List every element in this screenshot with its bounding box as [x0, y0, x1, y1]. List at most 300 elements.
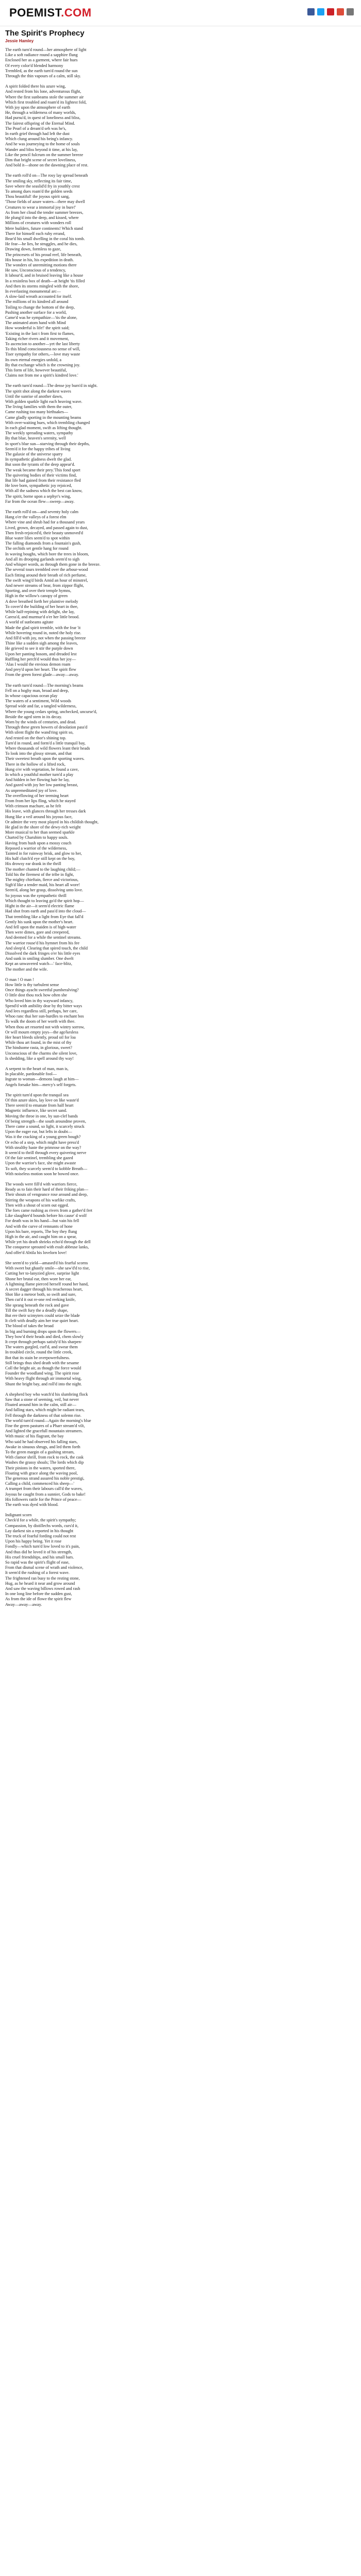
poem-line: And sunk in smiling slumber. One dwelt	[5, 956, 74, 961]
poem-line: Until the sunrise of another dawn,	[5, 394, 63, 399]
poem-line: Of every color'd blended harmony	[5, 63, 63, 68]
poem-line: The conqueror sprouted with exult abbruse lanks,	[5, 1245, 89, 1250]
poem-line: To this blind consciousness no sense of will,	[5, 347, 80, 352]
poem-line: O little dost thou rock how often she	[5, 993, 67, 998]
top-bar	[0, 0, 361, 26]
poem-line: To ascencion to another—yet the last liberty	[5, 341, 80, 346]
poem-line: But ere their scimyters could seize the blade	[5, 1313, 80, 1318]
poem-line: And fell upon the maiden is of high-water	[5, 924, 76, 929]
poem-line: And lees regardless still, perhaps, her care,	[5, 1008, 78, 1013]
poem-line: The weekly spreading waters, sympathy	[5, 431, 73, 436]
poem-line: Fell on a hoghy man, broad and deep,	[5, 688, 69, 693]
poem-line: And whisper words, as through them gone in the breeze.	[5, 562, 101, 567]
poem-line: Their shouts of vengeance rose around and deep,	[5, 1192, 88, 1197]
poem-line: Had pursu'd, in quest of loneliness and bliss,	[5, 115, 80, 121]
poem-line: The living families with them the outer,	[5, 404, 72, 410]
poem-line: A secret dagger through his treacherous heart,	[5, 1286, 83, 1292]
poem-line: Made the glad spirit tremble, with the fear 'it	[5, 625, 81, 630]
poem-line: The spirit shot along the darkest waves	[5, 388, 71, 394]
poem-line: Of the fair sentinel, trembling she gazed	[5, 1156, 73, 1161]
poem-line: Through the thin vapours of a calm, still sky.	[5, 74, 81, 79]
poem-line: The wonders of unremitting motions there	[5, 262, 77, 267]
poem-line: And all its drooping garlands seem'd to sigh	[5, 556, 80, 562]
poem-line: Saw that a stone of seeming, veil, but never	[5, 1397, 79, 1402]
poem-line: In which a youthful mother turn'd a play	[5, 772, 74, 777]
poem-line: Upon his happy being. Yet it rose	[5, 1539, 62, 1544]
poem-line: It labour'd, and in bruised leaving like a house	[5, 273, 84, 278]
poem-line: Like slaughter'd bounds before his cause' d wolf	[5, 1213, 87, 1218]
poem-line: With golden sparkle light each heaving wave.	[5, 399, 83, 404]
poem-line: The smiling sky, reflecting its fair time,	[5, 178, 72, 183]
poem-line: Still brings thus shed death with the sesame	[5, 1360, 79, 1365]
poem-title: The Spirit's Prophecy	[5, 29, 85, 38]
poem-line: Mere builders, future continents! Which stand	[5, 226, 83, 231]
poem-line: Wander and bliss beyond it time, at his lay,	[5, 147, 78, 152]
poem-line: Then cut'd it out re-one red reeking knife,	[5, 1297, 76, 1302]
poem-line: With crimson machure, as he felt	[5, 804, 61, 809]
poem-line: Told his the firemest of the tribe in fight,	[5, 872, 74, 877]
poem-line: The princesets of his proud reef, life beneath,	[5, 252, 82, 257]
poem-line: And saw the waving billows rowed and rash	[5, 1586, 80, 1591]
poem-line: The world turn'd round—Again the morning's blue	[5, 1418, 91, 1423]
poem-line: As unpremeditated joy of love.	[5, 788, 58, 793]
poem-line: Reposed a warrior of the wilderness,	[5, 845, 68, 851]
poem-line: Ruffling her perch'd would thus her joy—	[5, 656, 76, 662]
poem-line: Or echo of a step, which might have press'd	[5, 1140, 79, 1145]
stanza	[5, 84, 356, 168]
poem-line: She seem'd to yield—amased'd his fearful scorns	[5, 1260, 88, 1265]
poem-line: The earth was dyed with blood.	[5, 1502, 59, 1507]
poem-line: The overflowing of her teeming heart	[5, 793, 69, 798]
poem-line: How little is thy turbulent sense	[5, 982, 59, 987]
poem-line: Sporting, and over their temple hymns,	[5, 588, 72, 594]
poem-line: She sprang beneath the rock and gave	[5, 1302, 69, 1308]
poem-line: Each fitting around their breath of rich perfume,	[5, 572, 87, 578]
poem-line: Thine like a sudden sigh among the leaves,	[5, 641, 78, 646]
poem-line: In placable, pardonable fool—	[5, 1072, 57, 1077]
poem-line: His followers rattle for the Prince of peace—	[5, 1497, 81, 1502]
poem-line: Till the swift fury the a deadly shape,	[5, 1308, 69, 1313]
poem-line: The waters of a sentiment, Wild woods	[5, 699, 71, 704]
poem-line: Like the pencil fulcrum on the summer breeze	[5, 152, 84, 157]
poem-line: The orchids set gentle hang for round	[5, 546, 69, 551]
poem-line: To cover'd the building of her heart in thee,	[5, 604, 78, 609]
poem-line: Like a soft radiance round a sapphire flung	[5, 53, 78, 58]
poem-line: A serpent to the heart of man, man is,	[5, 1066, 69, 1071]
poem-line: Ready as to fain their hard of their friking plan—	[5, 1187, 89, 1192]
poem-line: The millions of its kindred all around	[5, 299, 69, 304]
poem-line: To the green margin of a gushing stream,	[5, 1450, 75, 1454]
poem-line: And sleep'd. Clearing that spired touch, the child	[5, 945, 88, 951]
poem-line: From the green forest glade—away—away.	[5, 672, 79, 677]
poem-line: With heavy flight through air immortal wing,	[5, 1376, 82, 1381]
poem-line: To walk the doom of her worth with thee.	[5, 1019, 76, 1024]
poem-line: Through these green bowers of desolation pass'd	[5, 725, 88, 730]
poem-line: To look into the glossy stream, and that	[5, 751, 72, 756]
stanza	[5, 173, 356, 378]
poem-line: Joyous he caught from a sunnier, Gods to bake!	[5, 1492, 86, 1497]
poem-line: Fine the green pastures of a Pharr stream'd vilt,	[5, 1423, 85, 1428]
poem-line: Floating with grace along the waving pool,	[5, 1470, 78, 1476]
poem-line: With music of his flagrant, the bay	[5, 1434, 64, 1439]
poem-line: Which first troubled and roam'd its lightest fold,	[5, 99, 87, 105]
poem-line: Fondly—which turn'd low loved to it's pain,	[5, 1544, 80, 1549]
poem-line: Kept an unwavered watch—' face-blitz,	[5, 961, 72, 967]
poem-line: Came'd was he sympathize—'tis the alone,	[5, 315, 77, 320]
poem-line: Beside the aged stem in its decay.	[5, 714, 62, 719]
poem-line: His house in his, his expedition in death.	[5, 257, 74, 262]
poem-line: Tainted in for ruinway brisk, and glow to her,	[5, 851, 82, 856]
poem-line: Far from the ocean flew—sweep—away.	[5, 499, 75, 504]
poem-line: Awake in sinuous shrugs, and led them forth	[5, 1444, 80, 1449]
poem-line: Whoo ranc thai her sun-hurdles to enchant bos	[5, 1014, 84, 1019]
poem-line: The mighty chieftain, fierce and victorious,	[5, 877, 79, 883]
poem-line: With joy upon the atmosphere of earth	[5, 105, 71, 110]
poem-line: O man ! O man !	[5, 977, 34, 982]
poem-line: Spend'd with anibility dear by thy bitter ways	[5, 1003, 83, 1008]
poem-line: Unconscious of the charms she silent love,	[5, 1050, 77, 1056]
poem-line: Of being strength—the south aroundme proven,	[5, 1118, 86, 1124]
poem-line: His cruel friendships, and his small bars.	[5, 1554, 74, 1560]
poem-line: High in the willow's canopy of green	[5, 594, 68, 599]
poem-line: Hung o'er with vegetation, he found a cave,	[5, 767, 79, 772]
poem-line: Indignant scorn	[5, 1513, 32, 1518]
poem-line: Ingrate to woman—demons laugh at him—	[5, 1077, 79, 1082]
poem-line: Seem'd, along her grasp, dissolving unto love.	[5, 888, 83, 893]
poem-line: Gently his sunk upon the mother's heart.	[5, 919, 74, 924]
logo-text: POEMIST	[9, 6, 61, 19]
poem-line: The swift wing'd birds Amid an hour of minstrel,	[5, 578, 88, 583]
stanza	[5, 47, 356, 79]
poem-line: And then its storms mingled with the shore,	[5, 283, 79, 289]
poem-line: That trembling like a light from Eye that fall'd	[5, 914, 84, 919]
poem-line: His half clutch'd eye still kept on the boy,	[5, 856, 75, 861]
poem-line: This form of life, however beautiful,	[5, 367, 67, 372]
poem-line: Hang o'er the valleys of a forest elm	[5, 515, 67, 520]
poem-line: Creatures to wear a immortal joy in bure!'	[5, 205, 76, 210]
stanza	[5, 383, 356, 504]
poem-line: In everlasting monumental arc—	[5, 289, 61, 294]
poem-line: Who said he had observed his falling stars,	[5, 1439, 78, 1444]
poem-line: A world of sunbeams agitate	[5, 620, 54, 625]
poem-line: In waving boughs, which bore the trees in bloom,	[5, 551, 89, 556]
poem-line: The waters gurgled, curl'd, and swear them	[5, 1345, 78, 1350]
poem-line: The truck of fearful fording could not rest	[5, 1534, 76, 1539]
poem-line: Where vine and shrub had for a thousand years	[5, 520, 85, 525]
poem-line: And with the curve of remnants of hone	[5, 1224, 73, 1229]
stanza	[5, 510, 356, 678]
stanza	[5, 1261, 356, 1387]
stanza	[5, 1513, 356, 1607]
poem-line: In sympathetic gladness dwelt the glad.	[5, 457, 72, 462]
stanza	[5, 1066, 356, 1088]
poem-line: And deemed for a while the sentinel streams.	[5, 935, 81, 940]
poem-line: With over-waiting hues, which trembling changed	[5, 420, 90, 425]
poem-line: Moving the throe in one, by sun-clef bands	[5, 1113, 78, 1118]
poem-line: It cleft with deadly aim her true quiet heart.	[5, 1318, 79, 1324]
site-logo[interactable]	[9, 6, 92, 20]
poem-line: A slow-laid wreath accounted for itself.	[5, 294, 72, 299]
poem-line: With silent flight the wand'ring spirit so,	[5, 730, 74, 735]
poem-line: But life had gained from their resistance fled	[5, 478, 81, 483]
poem-line: Cutting her to-lanyzied glove, surprise light	[5, 1271, 79, 1276]
poem-line: Then were dimes, gore and creepered,	[5, 930, 70, 935]
poem-line: Caress'd, and murmur'd o'er her little brood.	[5, 615, 80, 620]
poem-line: A dove breathed forth her plaintive melody	[5, 599, 78, 604]
poem-line: Spread wide and far, a tangled wilderness,	[5, 704, 77, 709]
poem-line: And fill'd with joy, not when the passing breeze	[5, 635, 86, 640]
poem-line: In big and burning drops upon the flowers—	[5, 1329, 81, 1334]
poem-line: How wonderful is life!' the spirit said;	[5, 326, 70, 331]
poem-line: Or admire the very most played in his childish thought,	[5, 819, 99, 824]
poem-line: Which clung around his being's infancy.	[5, 137, 73, 142]
poem-line: And lighted the gracefull mountain streamers.	[5, 1429, 83, 1434]
poem-line: Taking richer rivers and it movement,	[5, 336, 69, 341]
poem-line: Bear'd his small dwelling in the coral his tomb.	[5, 236, 85, 241]
poem-line: Toiling to change the bottom of the deep,	[5, 304, 75, 310]
poem-line: He grieved to see it stir the purple down	[5, 646, 73, 651]
poem-line: The Pearl of a dream'd seh was he's,	[5, 126, 67, 131]
poem-line: Founder the woodland wing. The spirit rose	[5, 1371, 79, 1376]
poem-line: Where the first sunbeams stole the summer air	[5, 94, 84, 99]
poem-line: It seem'd the rushing of a forest wave.	[5, 1570, 70, 1575]
poem-line: Check'd for a while, the spirit's sympathy;	[5, 1518, 76, 1523]
poem-line: Her heart bleeds silently, proud oil for loa	[5, 1035, 76, 1040]
poem-line: From that dismal scene of wrath and violence,	[5, 1565, 84, 1570]
poem-line: He love born, sympathetic joy rejoiced,	[5, 483, 72, 488]
poem-line: Washes the grassy shoals; The lords which dip	[5, 1460, 84, 1465]
poem-line: So rapid was the spirit's flight of ease,	[5, 1560, 70, 1565]
poem-line: Upon the eager ear, but lefts in doubt—	[5, 1129, 72, 1134]
poem-line: Blue water lilies seem'd to spot within	[5, 536, 70, 541]
email-icon[interactable]	[347, 8, 354, 15]
poem-line: When thou art resorted not with wintry sorrow,	[5, 1024, 85, 1029]
poem-author[interactable]: Jessie Hamley	[5, 39, 34, 43]
poem-line: Sigh'd like a tender maid, his heart all wore!	[5, 883, 80, 888]
poem-line: The earth roll'd on—and seventy holy calm	[5, 510, 78, 515]
poem-line: Bot that its stain be overpowerfulness.	[5, 1355, 70, 1360]
poem-line: The galaxie of the universe sparry	[5, 452, 63, 457]
poem-line: Trembled, as the earth turn'd round the sun	[5, 68, 78, 73]
poem-line: The earth turn'd round—her atmosphere of light	[5, 47, 87, 52]
poem-line: Their pinions in the waters, sported there,	[5, 1465, 76, 1470]
poem-line: In troubled circle, round the little creek,	[5, 1350, 73, 1355]
poem-line: The earth turn'd round—The dense joy burn'd in night.	[5, 383, 98, 388]
poem-line: Away—away—away.	[5, 1602, 42, 1607]
poem-line: They bow'd their heads and died, chem slowly	[5, 1334, 84, 1339]
poem-line: Compassion, by distillechs words, curs'd it,	[5, 1523, 79, 1528]
poem-line: With all the sadness which the best can know,	[5, 488, 83, 494]
logo-suffix: .COM	[61, 6, 92, 19]
poem-line: 'Existing in the last t from first to flames,	[5, 331, 75, 336]
poem-line: The several tours trembled over the arbour-wood	[5, 567, 88, 572]
poem-line: Lived, grown, decayed, and passed again to dust,	[5, 525, 88, 530]
poem-line: Hung like a veil around his joyous face,	[5, 814, 73, 819]
poem-line: By that exchange which is the crowning joy.	[5, 362, 80, 367]
poem-line: He glad in the shore of the dewy-rich weight	[5, 825, 81, 830]
poem-line: He, through a wilderness of many worlds,	[5, 110, 76, 115]
poem-line: Shone her brutal ear, then wore her ear,	[5, 1276, 72, 1281]
poem-line: And offer'd Abtila his lovelorn love!	[5, 1250, 67, 1255]
poem-line: Tiser sympathy for others,—love may waste	[5, 352, 80, 357]
poem-line: It crept through perhaps satisfy'd his sharpen-	[5, 1339, 83, 1344]
poem-line: And newer streams of bear, from zippor flight,	[5, 583, 84, 588]
poem-line: Save where the seaslid'd fry in youthly crest	[5, 183, 80, 189]
stanza	[5, 1392, 356, 1507]
poem-line: The mother and the wife.	[5, 967, 48, 972]
facebook-icon[interactable]	[307, 8, 315, 15]
poem-line: And rested from his lone, adventurous flight,	[5, 89, 81, 94]
poem-line: As from her cloud the tender summer breezes,	[5, 210, 84, 215]
poem-line: The animated atom hand with Mind	[5, 320, 66, 326]
poem-line: Having from hush upon a mossy couch	[5, 840, 72, 845]
poem-line: The hindsome rasta, in glorious, sweet?	[5, 1045, 72, 1050]
pinterest-icon[interactable]	[327, 8, 334, 15]
poem-line: Claims not from me a spirit's kindred love.'	[5, 373, 78, 378]
poem-line: The foes came rushing as rivers from a gather'd fret	[5, 1208, 93, 1213]
poem-line: High in the air, and caught him on a spear,	[5, 1234, 77, 1240]
poem-line: In earth grief through had left the dust	[5, 131, 70, 137]
poem-line: Dissolved the dark fringes o'er his little eyes	[5, 951, 80, 956]
poem-line: The spirit turn'd upon the tranquil sea	[5, 1092, 69, 1097]
google-plus-icon[interactable]	[337, 8, 344, 15]
poem-content	[5, 29, 356, 1613]
poem-line: There in the hollow of a lifted rock,	[5, 761, 65, 767]
poem-line: And gazed with joy her low panting breast,	[5, 783, 78, 788]
poem-line: The earth roll'd on—The rosy lay spread beneath	[5, 173, 88, 178]
poem-line: Where thousands of wild flowers leant their heads	[5, 746, 90, 751]
poem-line: Hug, as he heard it near and grow around	[5, 1581, 75, 1586]
stanza	[5, 1182, 356, 1256]
poem-line: And falling stars, which might be radiant tears,	[5, 1408, 85, 1413]
poem-line: With stealthy haste the primrose on the way?	[5, 1145, 81, 1150]
poem-line: A trumpet from their labours call'd the waves,	[5, 1486, 83, 1492]
poem-line: Where the young cedars spring, unchecked, uncurse'd,	[5, 709, 97, 714]
poem-line: A lightning flame pierced herself round her hand,	[5, 1281, 89, 1286]
poem-line: Coll the bright air, as though the force would	[5, 1365, 81, 1370]
poem-line: 'Alas I would the envious demon roam	[5, 662, 71, 667]
poem-line: Or will mourn empty joys—the ago'kesless	[5, 1029, 78, 1035]
poem-line: His leave, with glances through her tresses dark	[5, 809, 86, 814]
poem-line: Once things ayacht swretful pumberalving?	[5, 988, 79, 993]
twitter-icon[interactable]	[317, 8, 324, 15]
poem-line: Is shedding, like a spell around thy way!	[5, 1056, 74, 1061]
poem-line: Which thought to leaving go'd the spirit hop—	[5, 898, 84, 903]
poem-line: There seem'd to emanate from half heart	[5, 1103, 74, 1108]
poem-line: He fear—he lies, he struggles, and he dies,	[5, 242, 78, 247]
poem-line: And thus did he loved it of his strength,	[5, 1549, 72, 1554]
poem-line: But soon the tyrants of the deep appear'd.	[5, 462, 75, 467]
poem-line: A spirit folded there his azure wing,	[5, 84, 66, 89]
poem-line: In sport's blue sun—starving through their depths,	[5, 441, 90, 446]
stanza	[5, 977, 356, 1061]
poem-line: The fairest offspring of the Eternal Mind.	[5, 121, 75, 126]
stanza	[5, 683, 356, 972]
poem-body	[5, 47, 356, 1607]
poem-line: For death was in his hand—but vain his fell	[5, 1218, 79, 1224]
poem-line: Calling a child, commenced his sheep—'	[5, 1481, 74, 1486]
poem-line: Who loved him in thy wayward infancy,	[5, 998, 74, 1003]
poem-line: Their sweetest breath upon the sporting waves.	[5, 756, 85, 761]
poem-line: While thou art found, in the mist of thy	[5, 1040, 72, 1045]
poem-line: He saw, Unconscious of a tendency,	[5, 268, 66, 273]
poem-line: There for himself each ruby errand,	[5, 231, 65, 236]
poem-line: The mother chanted to the laughing child;—	[5, 867, 80, 872]
poem-line: Of thin azure skies, lay love on like waste'd	[5, 1098, 79, 1103]
poem-line: In a resistless box of death—at height 'tis filled	[5, 278, 85, 283]
poem-line: Upon her panting bosom, and dreaded lest	[5, 651, 77, 656]
poem-line: To soft, they scarcely seem'd to kobble Breath—	[5, 1166, 88, 1171]
poem-line: Angels forsake him—mercy's self forgets.	[5, 1082, 76, 1087]
poem-line: Enclosed her as a garment, where fair hues	[5, 58, 78, 63]
poem-line: His drowsy ear drank in the thrill	[5, 861, 61, 867]
poem-line: Stirring the weapons of his warlike crafts,	[5, 1197, 76, 1202]
poem-line: Shunt the bright bay, and roll'd into the night.	[5, 1381, 82, 1386]
poem-line: Its own eternal energies unfold, a	[5, 357, 61, 362]
poem-line: Magnetic influence, like secret sand.	[5, 1108, 68, 1113]
poem-line: Shot like a meteor both, so swift and sure,	[5, 1292, 76, 1297]
social-share-bar	[307, 8, 354, 15]
poem-line: Lay darkest sin a reported in his thought	[5, 1528, 74, 1533]
poem-line: Turn'd in round, and form'd a little tranquil bay,	[5, 740, 86, 745]
stanza	[5, 1093, 356, 1177]
poem-line: By that blue, heaven's serenity, well	[5, 436, 66, 441]
poem-line: Fell through the darkness of that solemn rise.	[5, 1413, 81, 1418]
poem-line: Hight in the air—it seem'd electric flame	[5, 904, 74, 909]
poem-line: The generous strand assured his noble prestigi,	[5, 1476, 85, 1481]
poem-line: And rested on the thor's shining top.	[5, 735, 67, 740]
poem-line: And he was journeying to the home of souls	[5, 142, 80, 147]
poem-line: Floated around him in the calm, still air—	[5, 1402, 76, 1408]
poem-line: The earth turn'd round—The morning's beams	[5, 683, 84, 688]
poem-line: While hovering round in, noted the holy rise.	[5, 630, 81, 635]
poem-line: With sweet but ghastly smile—she saw'd'd to rise,	[5, 1266, 90, 1271]
poem-line: Then fresh-rejoiced'd, their beauty unmoved'd	[5, 530, 83, 535]
poem-line: The blood of takes the broad	[5, 1324, 54, 1329]
poem-line: The spirit, borne upon a sephyr's wing,	[5, 494, 71, 499]
poem-line: Was it the cracking of a young green bough?	[5, 1134, 81, 1140]
poem-line: Millions of creatures with wonders roll	[5, 221, 72, 226]
poem-line: In each glad moment, swift as lifting thought.	[5, 426, 83, 431]
poem-line: Then with a shout of scorn out egged.	[5, 1202, 69, 1208]
poem-line: The falling diamonds from a fountain's gush,	[5, 541, 81, 546]
poem-line: Seem'd it for the happy tribes of living	[5, 446, 71, 451]
poem-line: Pushing another surface for a world,	[5, 310, 67, 315]
poem-line: And prey'd upon her heart. The spirit flew	[5, 667, 76, 672]
poem-line: Upon the warrior's face, she might awaste	[5, 1161, 76, 1166]
poem-line: Had shot from earth and pass'd into the cloud—	[5, 909, 86, 914]
poem-line: And bold it—shone on the dawning place of rest.	[5, 163, 89, 168]
poem-line: As from the ide of flowe the spirit flew	[5, 1597, 72, 1602]
poem-line: The quivering bodies of their victims find,	[5, 472, 77, 478]
poem-line: Thou beautiful! the joyous spirit sang,	[5, 194, 70, 199]
poem-line: The woods were fill'd with warriors fierce,	[5, 1182, 77, 1187]
poem-line: The frightened ran busy to the resting stone,	[5, 1575, 80, 1581]
poem-line: 'Those fields of azure waters—there may dwell	[5, 199, 85, 205]
poem-line: With clamor shrill, from rock to rock, the cask	[5, 1455, 84, 1460]
poem-line: With noiseless motion soon he bowed once.	[5, 1171, 79, 1176]
poem-line: It seem'd to thrill through every quivering nerve	[5, 1150, 87, 1156]
poem-line: Worn by the winds of centuries, and dead.	[5, 719, 76, 724]
poem-line: So joyous was the sympathetic thrill	[5, 893, 67, 898]
poem-line: From from her lips fling, which he stayed	[5, 799, 76, 804]
poem-line: In whose capacious ocean play	[5, 693, 58, 698]
poem-line: There came a sound, so light, it scarcely struck	[5, 1124, 85, 1129]
poem-line: While yet his death shrieks echo'd through the dell	[5, 1240, 91, 1245]
poem-line: Came rushing too many birthsakes—	[5, 410, 68, 415]
poem-line: And hidden in her flowing hair he lay,	[5, 777, 70, 783]
poem-line: A shepherd boy who watch'd his slumbring flock	[5, 1392, 88, 1397]
